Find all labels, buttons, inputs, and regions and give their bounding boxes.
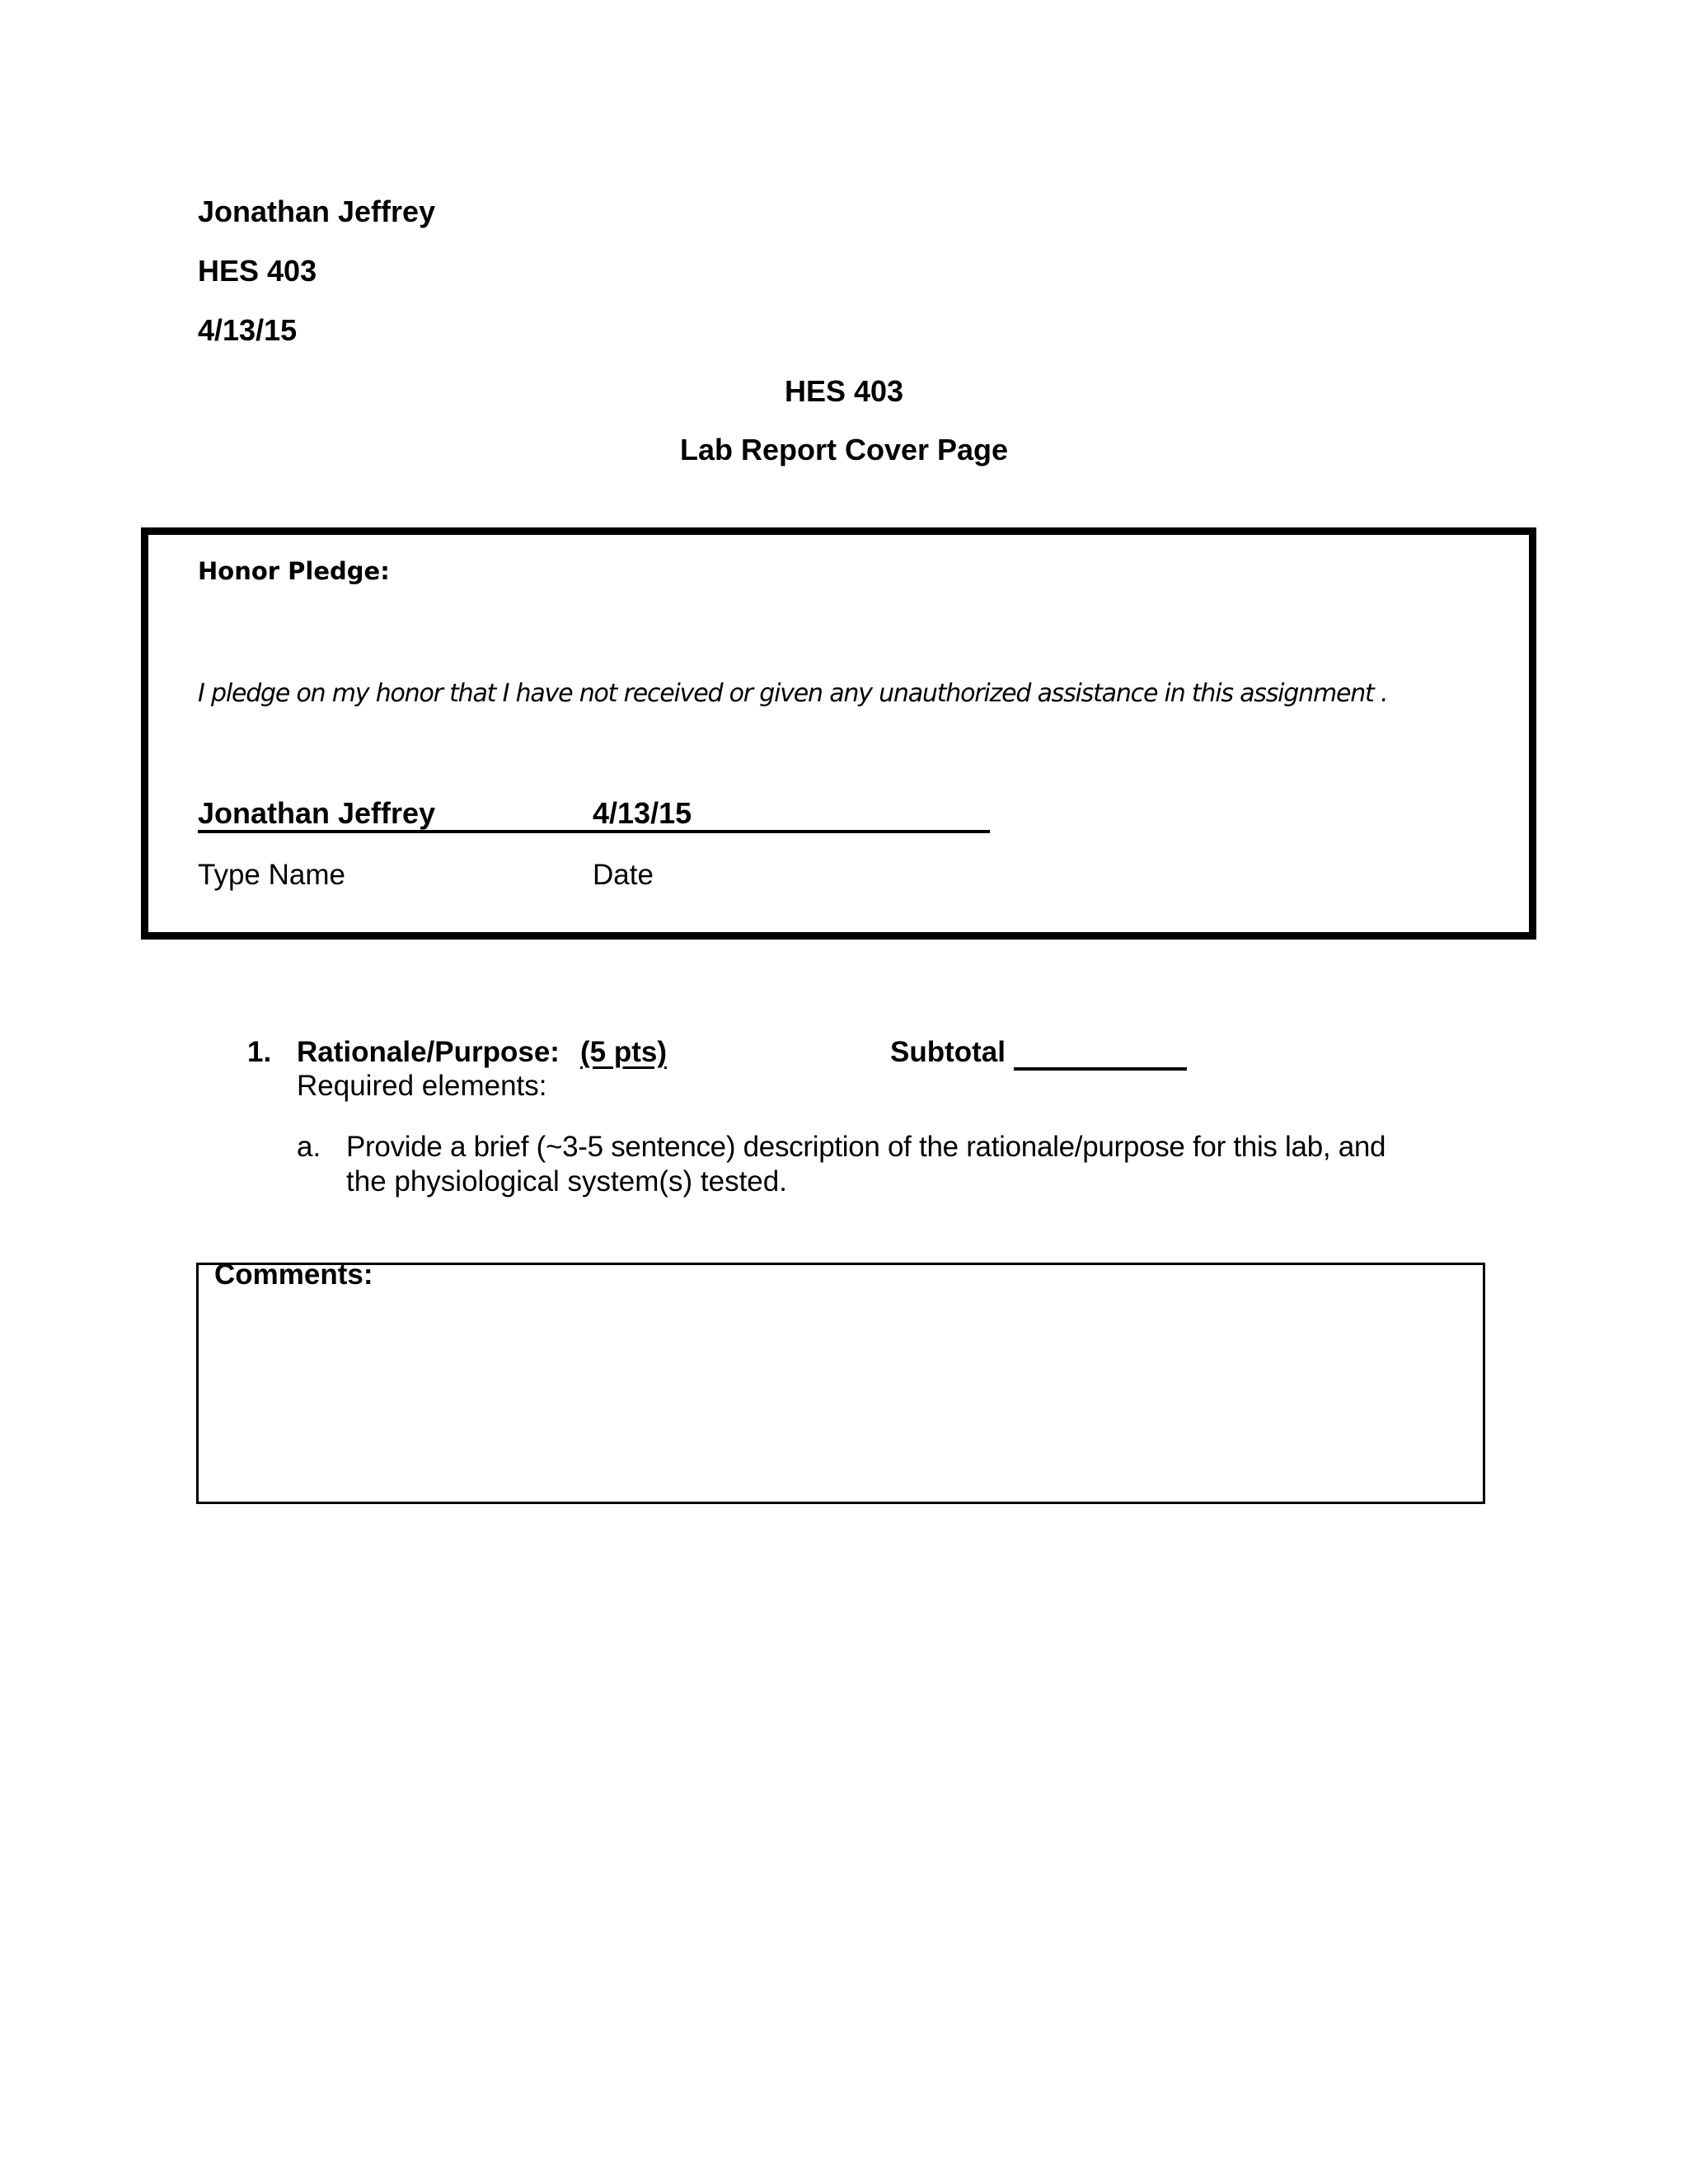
- comments-box[interactable]: [196, 1263, 1485, 1504]
- subtotal-label: Subtotal: [890, 1036, 1006, 1068]
- item-text-line2: the physiological system(s) tested.: [346, 1165, 787, 1197]
- section-title: Rationale/Purpose:: [297, 1036, 560, 1068]
- required-elements-label: Required elements:: [297, 1070, 547, 1102]
- honor-pledge-box: [141, 527, 1536, 940]
- page-title: Lab Report Cover Page: [679, 433, 1009, 466]
- item-text-line1: Provide a brief (~3-5 sentence) description of the rationale/purpose for this lab, and: [346, 1131, 1386, 1163]
- date-caption: Date: [593, 859, 654, 891]
- signature-date: 4/13/15: [593, 796, 692, 830]
- item-letter: a.: [297, 1131, 321, 1163]
- section-number: 1.: [247, 1036, 272, 1068]
- title-course: HES 403: [784, 374, 904, 408]
- student-name: Jonathan Jeffrey: [198, 194, 436, 228]
- honor-pledge-statement: I pledge on my honor that I have not received or given any unauthorized assistance in this assignment .: [198, 679, 1388, 708]
- signature-name: Jonathan Jeffrey: [198, 796, 436, 830]
- honor-pledge-label: Honor Pledge:: [198, 557, 390, 585]
- header-date: 4/13/15: [198, 313, 298, 347]
- signature-line: [198, 830, 990, 833]
- type-name-caption: Type Name: [198, 859, 345, 891]
- subtotal-blank[interactable]: [1014, 1067, 1187, 1071]
- section-points: (5 pts): [580, 1036, 667, 1068]
- comments-label: Comments:: [214, 1258, 373, 1291]
- course-code: HES 403: [198, 254, 317, 288]
